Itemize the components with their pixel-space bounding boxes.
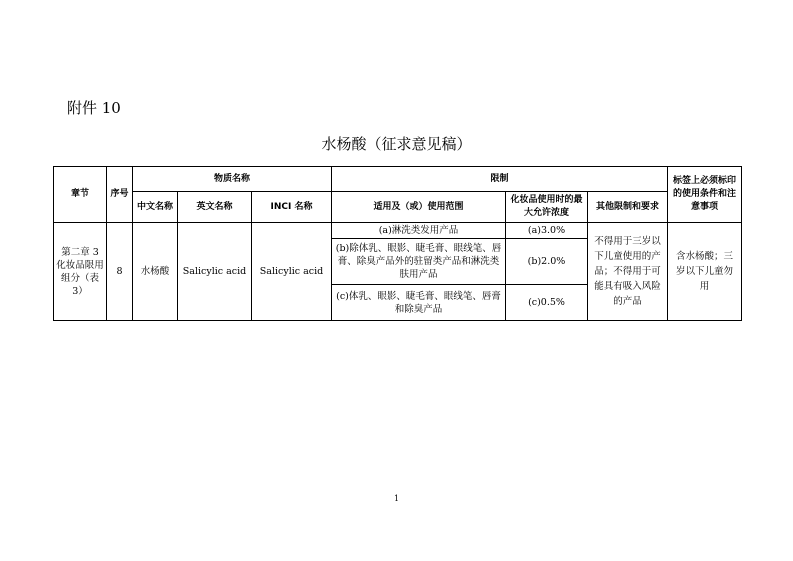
- cell-scope-a: (a)淋洗类发用产品: [332, 223, 506, 239]
- cell-inci-name: Salicylic acid: [252, 223, 332, 321]
- header-other-limits: 其他限制和要求: [588, 192, 668, 223]
- restriction-table: [53, 166, 742, 321]
- document-title: 水杨酸（征求意见稿）: [321, 135, 472, 153]
- header-max-concentration: 化妆品使用时的最大允许浓度: [506, 192, 588, 223]
- cell-chinese-name: 水杨酸: [133, 223, 178, 321]
- header-chinese-name: 中文名称: [133, 192, 178, 223]
- header-seq: 序号: [107, 167, 133, 223]
- header-label-conditions: 标签上必须标印的使用条件和注意事项: [668, 167, 742, 223]
- cell-scope-c: (c)体乳、眼影、睫毛膏、眼线笔、唇膏和除臭产品: [332, 285, 506, 321]
- header-english-name: 英文名称: [178, 192, 252, 223]
- cell-scope-b: (b)除体乳、眼影、睫毛膏、眼线笔、唇膏、除臭产品外的驻留类产品和淋洗类肤用产品: [332, 239, 506, 285]
- cell-conc-a: (a)3.0%: [506, 223, 588, 239]
- header-scope: 适用及（或）使用范围: [332, 192, 506, 223]
- cell-english-name: Salicylic acid: [178, 223, 252, 321]
- attachment-label: 附件 10: [67, 99, 121, 117]
- header-restrictions: 限制: [332, 167, 668, 192]
- header-inci-name: INCI 名称: [252, 192, 332, 223]
- cell-chapter: 第二章 3 化妆品限用组分（表 3）: [54, 223, 107, 321]
- header-substance-name: 物质名称: [133, 167, 332, 192]
- header-chapter: 章节: [54, 167, 107, 223]
- page-number: 1: [393, 494, 400, 503]
- cell-conc-b: (b)2.0%: [506, 239, 588, 285]
- cell-other-limits: 不得用于三岁以下儿童使用的产品；不得用于可能具有吸入风险的产品: [588, 223, 668, 321]
- cell-conc-c: (c)0.5%: [506, 285, 588, 321]
- cell-seq: 8: [107, 223, 133, 321]
- cell-label-conditions: 含水杨酸；三岁以下儿童勿用: [668, 223, 742, 321]
